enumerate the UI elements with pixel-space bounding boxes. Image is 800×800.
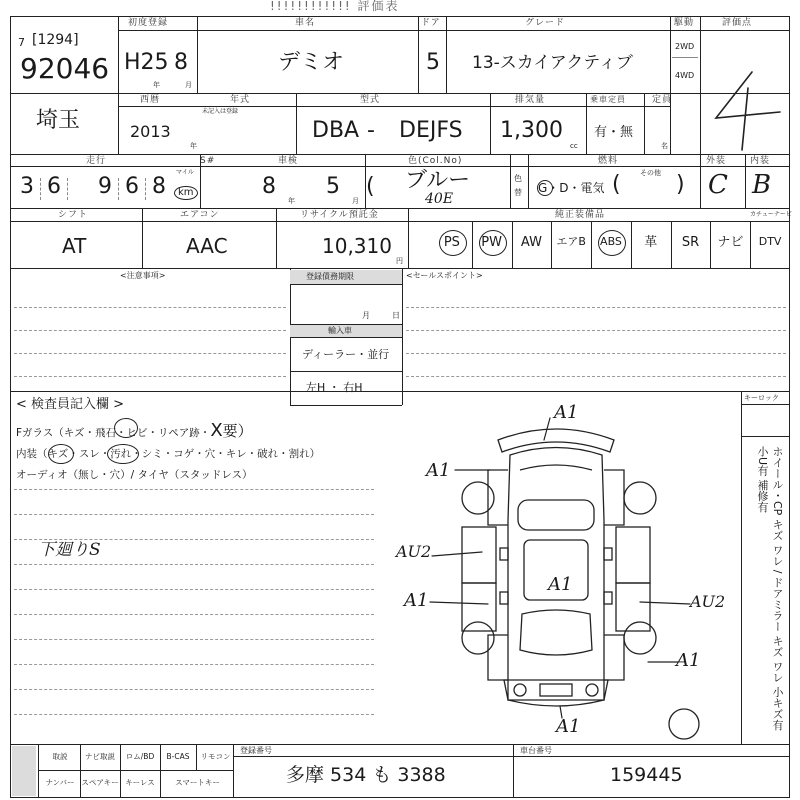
mileage-digit: 8 — [152, 174, 166, 199]
yen-unit: 円 — [396, 257, 403, 265]
footer-stamp-box — [12, 746, 36, 796]
footer-item: ナビ取説 — [85, 752, 115, 761]
fglass-end: 要） — [222, 422, 253, 440]
import-label: 輸入車 — [328, 326, 352, 335]
displacement: 1,300 — [500, 118, 563, 143]
audio-line: オーディオ（無し・穴）/ タイヤ（スタッドレス） — [16, 469, 253, 481]
exterior-label: 外装 — [706, 156, 727, 166]
caution-label: <注意事項> — [120, 271, 166, 280]
doors-label: ドア — [421, 18, 441, 28]
reg-month-label: 月 — [362, 311, 370, 320]
equipment-item: SR — [681, 235, 700, 250]
damage-mark-roof: A1 — [548, 574, 573, 595]
interior-grade: B — [752, 170, 772, 200]
drive-label: 駆動 — [674, 18, 695, 28]
score-label: 評価点 — [722, 18, 753, 28]
footer-item: リモコン — [200, 752, 231, 761]
region: 埼玉 — [36, 108, 81, 133]
color-label: 色(Col.No) — [408, 156, 463, 166]
mileage-digit: 6 — [47, 174, 61, 199]
title-fragment: !!!!!!!!!!!! 評価表 — [270, 0, 400, 13]
sales-point-label: <セールスポイント> — [406, 271, 483, 280]
fglass-mark: X — [210, 420, 223, 441]
footer-item: ロム/BD — [125, 752, 155, 761]
lot-bracket: [1294] — [32, 32, 79, 48]
color-value: ブルー — [405, 168, 471, 193]
equipment-item: 革 — [644, 235, 658, 250]
model-year-label: 年式 — [230, 95, 251, 105]
shaken-month-unit: 月 — [352, 197, 359, 205]
import-value: ディーラー・並行 — [302, 348, 390, 361]
footer-item: スマートキー — [175, 778, 220, 787]
interior-label: 内装 — [750, 156, 771, 166]
lot-number: 92046 — [20, 52, 110, 85]
mileage-digit: 9 — [98, 174, 112, 199]
grade-value: 13-スカイアクティブ — [472, 53, 633, 73]
equipment-item: ABS — [600, 235, 622, 248]
steering-value: 左H ・ 右H — [306, 381, 363, 394]
drive-2wd: 2WD — [675, 42, 695, 51]
damage-mark-right-rear: A1 — [676, 650, 701, 671]
model-label: 型式 — [360, 95, 381, 105]
shift-label: シフト — [58, 210, 89, 220]
tuner-label: カチューナービ — [750, 211, 792, 218]
mileage-unit: km — [174, 186, 198, 200]
fuel-other-label: その他 — [640, 169, 661, 177]
footer-item: 取説 — [52, 752, 68, 761]
seats-unit: 名 — [661, 142, 668, 150]
western-year-unit: 年 — [190, 142, 197, 150]
model-dash: - — [367, 118, 375, 143]
footer-item: B-CAS — [166, 752, 190, 761]
equipment-item: エアB — [556, 235, 586, 248]
grade-label: グレード — [525, 18, 566, 28]
equipment-item: PW — [481, 235, 502, 250]
fglass-text: Fガラス（キズ・飛石・ヒビ・リペア跡・ — [16, 427, 211, 439]
equipment-item: PS — [443, 235, 460, 250]
plate-number: 多摩 534 も 3388 — [286, 764, 446, 786]
aircon-value: AAC — [186, 234, 228, 258]
first-reg-label: 初度登録 — [128, 18, 169, 28]
seats-label: 定員 — [652, 95, 673, 105]
shaken-short-label: S# — [200, 156, 216, 166]
damage-mark-rear: A1 — [556, 716, 581, 737]
mileage-digit: 3 — [20, 174, 34, 199]
model-code: DEJFS — [399, 118, 463, 143]
model-year-note: 未記入は登録 — [202, 108, 239, 115]
mileage-alt-unit: マイル — [176, 169, 194, 176]
lot-prefix: 7 — [18, 36, 25, 49]
month-unit: 月 — [185, 81, 192, 89]
western-year: 2013 — [130, 122, 171, 141]
plate-label: 登録番号 — [240, 746, 272, 755]
damage-mark-front: A1 — [554, 402, 579, 423]
shaken-year-unit: 年 — [288, 197, 295, 205]
first-reg-era: H25 — [124, 50, 169, 75]
mileage-label: 走行 — [86, 156, 107, 166]
doors-value: 5 — [426, 50, 440, 75]
color-code: 40E — [425, 191, 454, 207]
color-change-label: 色替 — [514, 174, 522, 197]
shaken-year: 8 — [262, 174, 276, 199]
footer-item: スペアキー — [81, 778, 119, 787]
fuel-paren-close: ) — [676, 172, 685, 197]
displacement-label: 排気量 — [515, 95, 546, 105]
interior-line: 内装（キズ・スレ・汚れ・シミ・コゲ・穴・キレ・破れ・割れ） — [16, 448, 321, 460]
mileage-digit: 6 — [125, 174, 139, 199]
fuel-paren-open: ( — [612, 172, 621, 197]
key-lock-label: キーロック — [744, 394, 779, 402]
equipment-item: ナビ — [717, 235, 744, 250]
exterior-grade: C — [708, 170, 728, 200]
first-reg-month: 8 — [174, 50, 188, 75]
side-legend: ホイール・CP キズ ワレ / ドアミラー キズ ワレ 小キズ有 小U有 補修有 — [756, 446, 784, 731]
shift-value: AT — [62, 234, 87, 258]
inspector-title: < 検査員記入欄 > — [16, 397, 125, 412]
footer-item: キーレス — [125, 778, 155, 787]
color-paren-open: ( — [366, 174, 375, 199]
aircon-label: エアコン — [180, 210, 220, 220]
western-year-label: 西暦 — [140, 95, 161, 105]
fuel-label: 燃料 — [598, 156, 619, 166]
damage-mark-right-rear-door: AU2 — [690, 592, 726, 611]
cc-unit: cc — [570, 142, 578, 150]
equipment-item: DTV — [758, 235, 782, 248]
chassis-label: 車台番号 — [520, 746, 552, 755]
equipment-label: 純正装備品 — [555, 210, 606, 220]
recycle-label: リサイクル預託金 — [300, 210, 379, 220]
shaken-label: 車検 — [278, 156, 299, 166]
damage-mark-left-rear-door: A1 — [404, 590, 429, 611]
footer-item: ナンバー — [45, 778, 75, 787]
recycle-fee: 10,310 — [322, 234, 392, 258]
damage-mark-front-left: A1 — [426, 460, 451, 481]
fuel-options: G・D・電気 — [538, 181, 605, 195]
car-name-label: 車名 — [295, 18, 316, 28]
capacity-label: 乗車定員 — [590, 95, 626, 104]
handwritten-note: 下廻りS — [38, 540, 101, 560]
capacity-value: 有・無 — [594, 125, 634, 140]
model-prefix: DBA — [312, 118, 360, 143]
equipment-item: AW — [520, 235, 542, 250]
chassis-number: 159445 — [610, 764, 683, 786]
reg-deadline-label: 登録債務期限 — [306, 272, 354, 281]
reg-day-label: 日 — [392, 311, 400, 320]
year-unit: 年 — [153, 81, 160, 89]
damage-mark-left-front-door: AU2 — [396, 542, 432, 561]
drive-4wd: 4WD — [675, 71, 695, 80]
car-name: デミオ — [278, 50, 345, 75]
shaken-month: 5 — [326, 174, 340, 199]
